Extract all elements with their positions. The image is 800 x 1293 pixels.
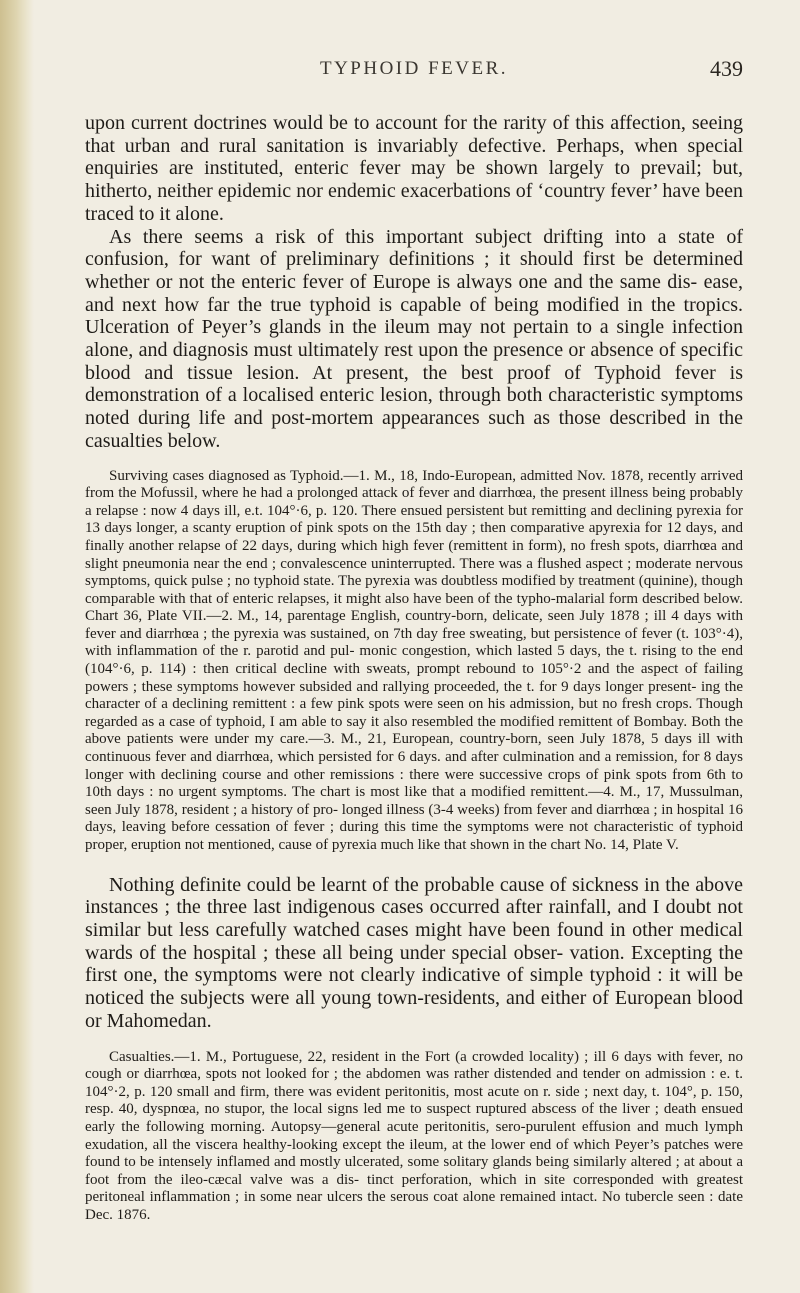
body-paragraph: Nothing definite could be learnt of the probable cause of sickness in the above instances ; the three last indigenous cases occurred after rainfall, and I doubt not similar but less carefully watched cases might have been found in other medical wards of the hospital ; these all being under special obser- vation. Excepting the first one, the symptoms were not clearly indicative of simple typhoid : it will be noticed the subjects were all young town-residents, and either of European blood or Mahomedan. [85,873,743,1032]
running-title: TYPHOID FEVER. [319,58,509,79]
page-header [85,58,743,98]
page-spine-shadow [0,0,34,1293]
body-paragraph: upon current doctrines would be to account for the rarity of this affection, seeing that urban and rural sanitation is invariably defective. Perhaps, when special enquiries are instituted, enteric fever may be shown largely to prevail; but, hitherto, neither epidemic nor endemic exacerbations of ‘country fever’ have been traced to it alone. [85,112,743,225]
case-report-casualties: Casualties.—1. M., Portuguese, 22, resident in the Fort (a crowded locality) ; ill 6 days with fever, no cough or diarrhœa, spots not looked for ; the abdomen was rather distended and tender on admission : e. t. 104°·2, p. 120 small and firm, there was evident peritonitis, most acute on r. side ; next day, t. 104°, p. 150, resp. 40, dyspnœa, no stupor, the local signs led me to suspect ruptured abscess of the liver ; death ensued early the following morning. Autopsy—general acute peritonitis, sero-purulent effusion and much lymph exudation, all the viscera healthy-looking except the ileum, at the lower end of which Peyer’s patches were found to be intensely inflamed and mostly ulcerated, some solitary glands being similarly altered ; at about a foot from the ileo-cæcal valve was a dis- tinct perforation, which in site corresponded with greatest peritoneal inflammation ; in some near ulcers the serous coat alone remained intact. No tubercle seen : date Dec. 1876. [85,1048,743,1223]
case-report-surviving: Surviving cases diagnosed as Typhoid.—1. M., 18, Indo-European, admitted Nov. 1878, recently arrived from the Mofussil, where he had a prolonged attack of fever and diarrhœa, the present illness being probably a relapse : now 4 days ill, e.t. 104°·6, p. 120. There ensued persistent but remitting and declining pyrexia for 13 days longer, a scanty eruption of pink spots on the 15th day ; then comparative apyrexia for 12 days, and finally another relapse of 22 days, during which high fever (remittent in form), no fresh spots, diarrhœa and slight pneumonia near the end ; convalescence uninterrupted. There was a flushed aspect ; moderate nervous symptoms, quick pulse ; no typhoid state. The pyrexia was doubtless modified by treatment (quinine), though comparable with that of enteric relapses, it might also have been of the typho-malarial form described below. Chart 36, Plate VII.—2. M., 14, parentage English, country-born, delicate, seen July 1878 ; ill 4 days with fever and diarrhœa ; the pyrexia was sustained, on 7th day free sweating, but persistence of fever (t. 103°·4), with inflammation of the r. parotid and pul- monic congestion, which lasted 5 days, the t. rising to the end (104°·6, p. 114) : then critical decline with sweats, prompt rebound to 105°·2 and the aspect of failing powers ; these symptoms however subsided and rallying proceeded, the t. for 9 days longer present- ing the character of a declining remittent : a few pink spots were seen on his admission, but no fresh crops. Though regarded as a case of typhoid, I am able to say it also resembled the modified remittent of Bombay. Both the above patients were under my care.—3. M., 21, European, country-born, seen July 1878, 5 days ill with continuous fever and diarrhœa, which persisted for 6 days. and after culmination and a remission, for 8 days longer with declining course and other remissions : there were successive crops of pink spots from 6th to 10th days : no urgent symptoms. The chart is most like that a modified remittent.—4. M., 17, Mussulman, seen July 1878, resident ; a history of pro- longed illness (3-4 weeks) from fever and diarrhœa ; in hospital 16 days, leaving before cessation of fever ; during this time the symptoms were not characteristic of typhoid proper, eruption not mentioned, cause of pyrexia much like that shown in the chart No. 14, Plate V. [85,467,743,854]
page-number: 439 [710,56,743,81]
book-page [85,0,743,1224]
body-paragraph: As there seems a risk of this important subject drifting into a state of confusion, for want of preliminary definitions ; it should first be determined whether or not the enteric fever of Europe is always one and the same dis- ease, and next how far the true typhoid is capable of being modified in the tropics. Ulceration of Peyer’s glands in the ileum may not pertain to a single infection alone, and diagnosis must ultimately rest upon the presence or absence of specific blood and tissue lesion. At present, the best proof of Typhoid fever is demonstration of a localised enteric lesion, through both characteristic symptoms noted during life and post-mortem appearances such as those described in the casualties below. [85,225,743,452]
